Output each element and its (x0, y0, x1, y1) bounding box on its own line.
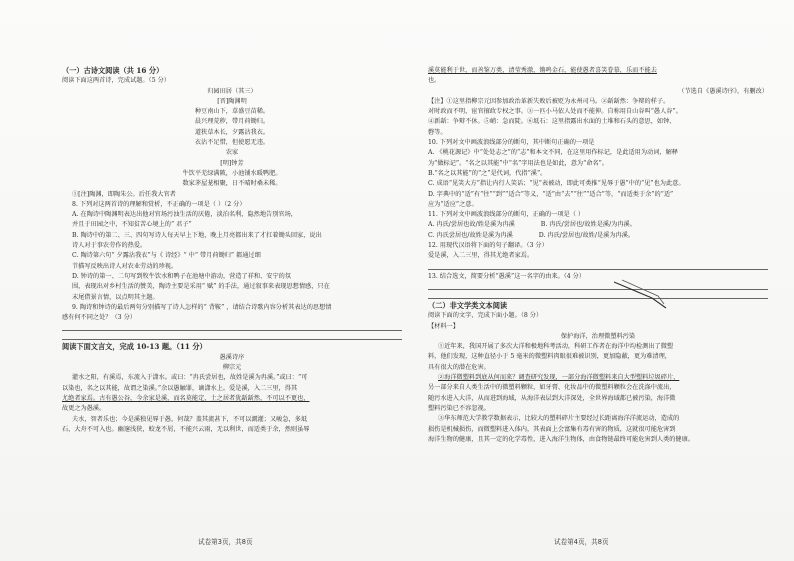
article-line: 料，他们发现，这种直径小于 5 毫米的微塑料肉眼很难被识别，更加隐蔽，更为难清理， (428, 353, 671, 361)
article-line: 具有很大的潜在危害。 (428, 363, 490, 371)
pen-mark-icon (612, 278, 668, 312)
prose-continued-line: 溪莫能利于世，而善鉴万类，清莹秀澈，锵鸣金石，能使愚者喜笑眷慕，乐而不能去 (428, 67, 657, 74)
page-number-right: 试卷第4页，共8页 (554, 538, 609, 546)
prose-line: 以染也，名之以其能，故谓之染溪。”余以愚触罪，谪潇水上。爱是溪，入二三里，得其 (62, 384, 298, 392)
q10-text: 应为“适应”之意。 (428, 200, 478, 208)
poem2-line: 牛饮平芜绿满陂，小池铺水暖鸭肥。 (182, 169, 282, 177)
poem1-line: 种豆南山下，草盛豆苗稀。 (194, 108, 270, 116)
answer-line[interactable] (62, 333, 402, 340)
answer-line[interactable] (62, 324, 402, 331)
poem1-title: 归园田居（其三） (207, 87, 257, 95)
right-page (428, 66, 768, 524)
q10-text: C. 成语“见笑大方”指让内行人笑话；“见”表被动，即此可类推“见辱于愚”中的“见”也为此意。 (428, 180, 685, 188)
q10-text: A. 《桃花源记》中“处处志之”的“志”和本文不同，在这里用作标记，是此适用为动词，解释 (428, 149, 678, 157)
q8-option-a: A. 在陶诗中陶渊明表达出他对官场污浊生活的厌倦，淡泊名利，隐然地告别官场， (72, 211, 297, 219)
q8-option-d-cont: 末尾借景言情，以点明其主题。 (72, 293, 159, 301)
poem2-author: [明]钟芳 (220, 159, 244, 167)
poem-note: ①[注]陶渊，即陶朱公。后任我大官者 (72, 190, 176, 198)
poem2-title: 农家 (225, 149, 239, 157)
q8-option-b-cont: 诗人对于事农劳作的热爱。 (72, 242, 147, 250)
q8-option-a-cont: 并且于田园之中，不知贫苦心境上的“ 君子” (72, 221, 192, 229)
q11-options-cd (428, 231, 768, 241)
section3-title: （二）非文学类文本阅读 (428, 300, 508, 310)
section3-instructions: 阅读下面的文字，完成下面小题。（8 分） (428, 312, 543, 320)
answer-line[interactable] (428, 292, 768, 299)
poem2-line: 数家茅屋茏相聚，日不晴时桑未稀。 (182, 180, 282, 188)
article-line: ①近年来，我国开展了多次大洋和极地科考活动，科研工作者在海洋中均检测出了微塑 (438, 343, 674, 351)
prose-note: ④新龂：争辩不休。⑤峭：急而陡。⑥坻石：这里指露出水面的土堆和石头的意思，如钟、 (428, 118, 676, 126)
article-line-underlined: ②海洋微塑料到底从何而来？调查研究发现，一部分海洋微塑料来自大型塑料垃圾碎片， (438, 374, 680, 382)
q10-text: D. 字典中的“适”有“往”“到”“适合”等义，“适”由“去”“往”“适合”等，“而适类于余”的“适” (428, 190, 674, 198)
question-10-stem: 10. 下列对文中画波浪线部分的断句，其中断句正确的一项是 (428, 139, 595, 147)
q8-option-c: C. 陶诗第六句“ 夕露沾我衣”与《 诗经》“ 中“ 带月荷锄归” 都通过细 (72, 252, 261, 260)
prose-note: 【注】①这里指柳宗元因参加政治革新失败后被贬为永州司马。②龂龂然：争辩的样子。 (428, 97, 670, 105)
q10-text: 为“做标记”。“名之以其能”中“名”字用法也是如此，意为“命名”。 (428, 159, 608, 167)
prose-note: 对时政而不明，宦官擅政专权之事。③一匹小马依人处而不能伸。自称用自山谷叫“愚人谷”。 (428, 108, 682, 116)
section1-instructions: 阅读下面这两首诗，完成试题。（5 分） (62, 77, 170, 85)
prose-line: 石，大舟不可入也。幽邃浅狭，蛟龙不屑，不能兴云雨，无以利世，而适类于余，然则虽辱 (62, 425, 310, 433)
q11-option-b: B. 冉氏/尝居也/故姓是溪/为冉溪。 (540, 221, 636, 229)
q12-sentence: 爱是溪，入二三里，得其尤绝者家焉。 (428, 252, 534, 260)
poem1-line: 晨兴理荒秽，带月荷锄归。 (194, 118, 270, 126)
prose-line: 夫水，智者乐也；今是溪独见辱于愚，何哉？盖其流甚下，不可以溉灌；又峻急，多坻 (72, 415, 308, 423)
q11-options-ab (428, 220, 768, 230)
question-11-stem: 11. 下列对文中画波浪线部分的断句，正确的一项是（ ） (428, 211, 585, 219)
prose-source: （节选自《愚溪诗序》，有删改） (678, 87, 768, 95)
answer-line[interactable] (428, 263, 768, 270)
prose-line: 故更之为愚溪。 (62, 405, 106, 413)
question-12-stem: 12. 用现代汉语将下面的句子翻译。（3 分） (428, 242, 548, 250)
q8-option-c-cont: 节描写反映出诗人对农业劳动的珍视。 (72, 262, 178, 270)
left-page (62, 66, 402, 524)
question-9-stem-cont: 感有何不同之处？（3 分） (62, 314, 136, 322)
article-line: 随污水进入大洋，从而进到海域，从海洋表层到大洋深处，全世界海域都已被污染，海洋微 (428, 394, 676, 402)
section1-title: （一）古诗文阅读（共 16 分） (62, 66, 164, 75)
question-13-stem: 13. 结合选文，简要分析“愚溪”这一名字的由来。（4 分） (428, 272, 586, 280)
article-title: 保护海洋，治理微塑料污染 (560, 332, 636, 340)
prose-title: 愚溪诗序 (219, 353, 245, 361)
answer-line[interactable] (428, 283, 768, 290)
article-line: 塑料污染已不容忽视。 (428, 404, 490, 412)
section2-instructions: 阅读下面文言文，完成 10-13 题。（11 分） (62, 342, 207, 352)
page-number-left: 试卷第3页，共8页 (198, 538, 253, 546)
prose-line: 灌水之阳，有溪焉，东流入于潇水。或曰：“冉氏尝居也，故姓是溪为冉溪。”或曰：“可 (72, 374, 308, 382)
q11-option-c: C. 冉氏尝居也/故姓是溪为冉溪 (428, 231, 513, 239)
material-label: 【材料一】 (428, 322, 459, 330)
q8-option-d-cont: 围，表现出对乡村生活的赞美，陶诗主要是采用“ 赋” 的手法，通过叙事来表现思想情感，只在 (72, 283, 330, 291)
question-9-stem: 9. 陶诗和钟诗的最后两句分别描写了诗人怎样的“ 背鞍” ，请结合诗歌内容分析其表达的思想情 (72, 303, 332, 311)
prose-note: 磬等。 (428, 128, 447, 136)
q10-text: B.“名之以其能”的“之”是代词，代指“溪”。 (428, 169, 547, 177)
article-line: 海洋生物的健康，且其一定的化学毒性，进入海洋生物体，由食物链最终可能危害到人类的健康。 (428, 435, 695, 443)
poem1-line: 衣沾不足惜，但使愿无违。 (194, 139, 270, 147)
poem1-line: 道狭草木长，夕露沾我衣。 (194, 128, 270, 136)
q8-option-b: B. 陶诗中的第二、三、四句写诗人每天早上下地，晚上月亮都出来了才扛着锄头回家，说出 (72, 231, 322, 239)
article-line: 另一部分来自人类生活中的微塑料颗粒，如牙膏、化妆品中的微塑料颗粒会在洗涤中流出， (428, 384, 676, 392)
prose-line-underlined: 尤绝者家焉。古有愚公谷，今余家是溪，而名莫能定，土之居者犹龂龂然，不可以不更也， (62, 394, 310, 402)
q11-option-a: A. 冉氏/尝居也故/姓是溪为冉溪 (428, 221, 515, 229)
q11-option-d: D. 冉氏/尝居也/故姓/是溪为冉溪。 (538, 231, 635, 239)
poem1-author: [晋]陶渊明 (217, 97, 247, 105)
article-line: 损伤是机械损伤，而微塑料进入体内，其表面上会富集有毒有害的物质，这就很可能危害到 (428, 425, 676, 433)
prose-author: 柳宗元 (222, 364, 242, 372)
q8-option-d: D. 钟诗的第一、二句写到牧牛饮水和鸭子在池塘中游动，营造了祥和、安宁的氛 (72, 272, 292, 280)
question-8-stem: 8. 下列对这两首诗的理解和赏析，不正确的一项是（ ）（2 分） (72, 200, 246, 208)
article-line: ③华东师范大学教学数据表示，比较大的塑料碎片主要经过长距离海洋洋流运动，造成的 (438, 415, 680, 423)
prose-continued-line: 也。 (428, 77, 441, 85)
